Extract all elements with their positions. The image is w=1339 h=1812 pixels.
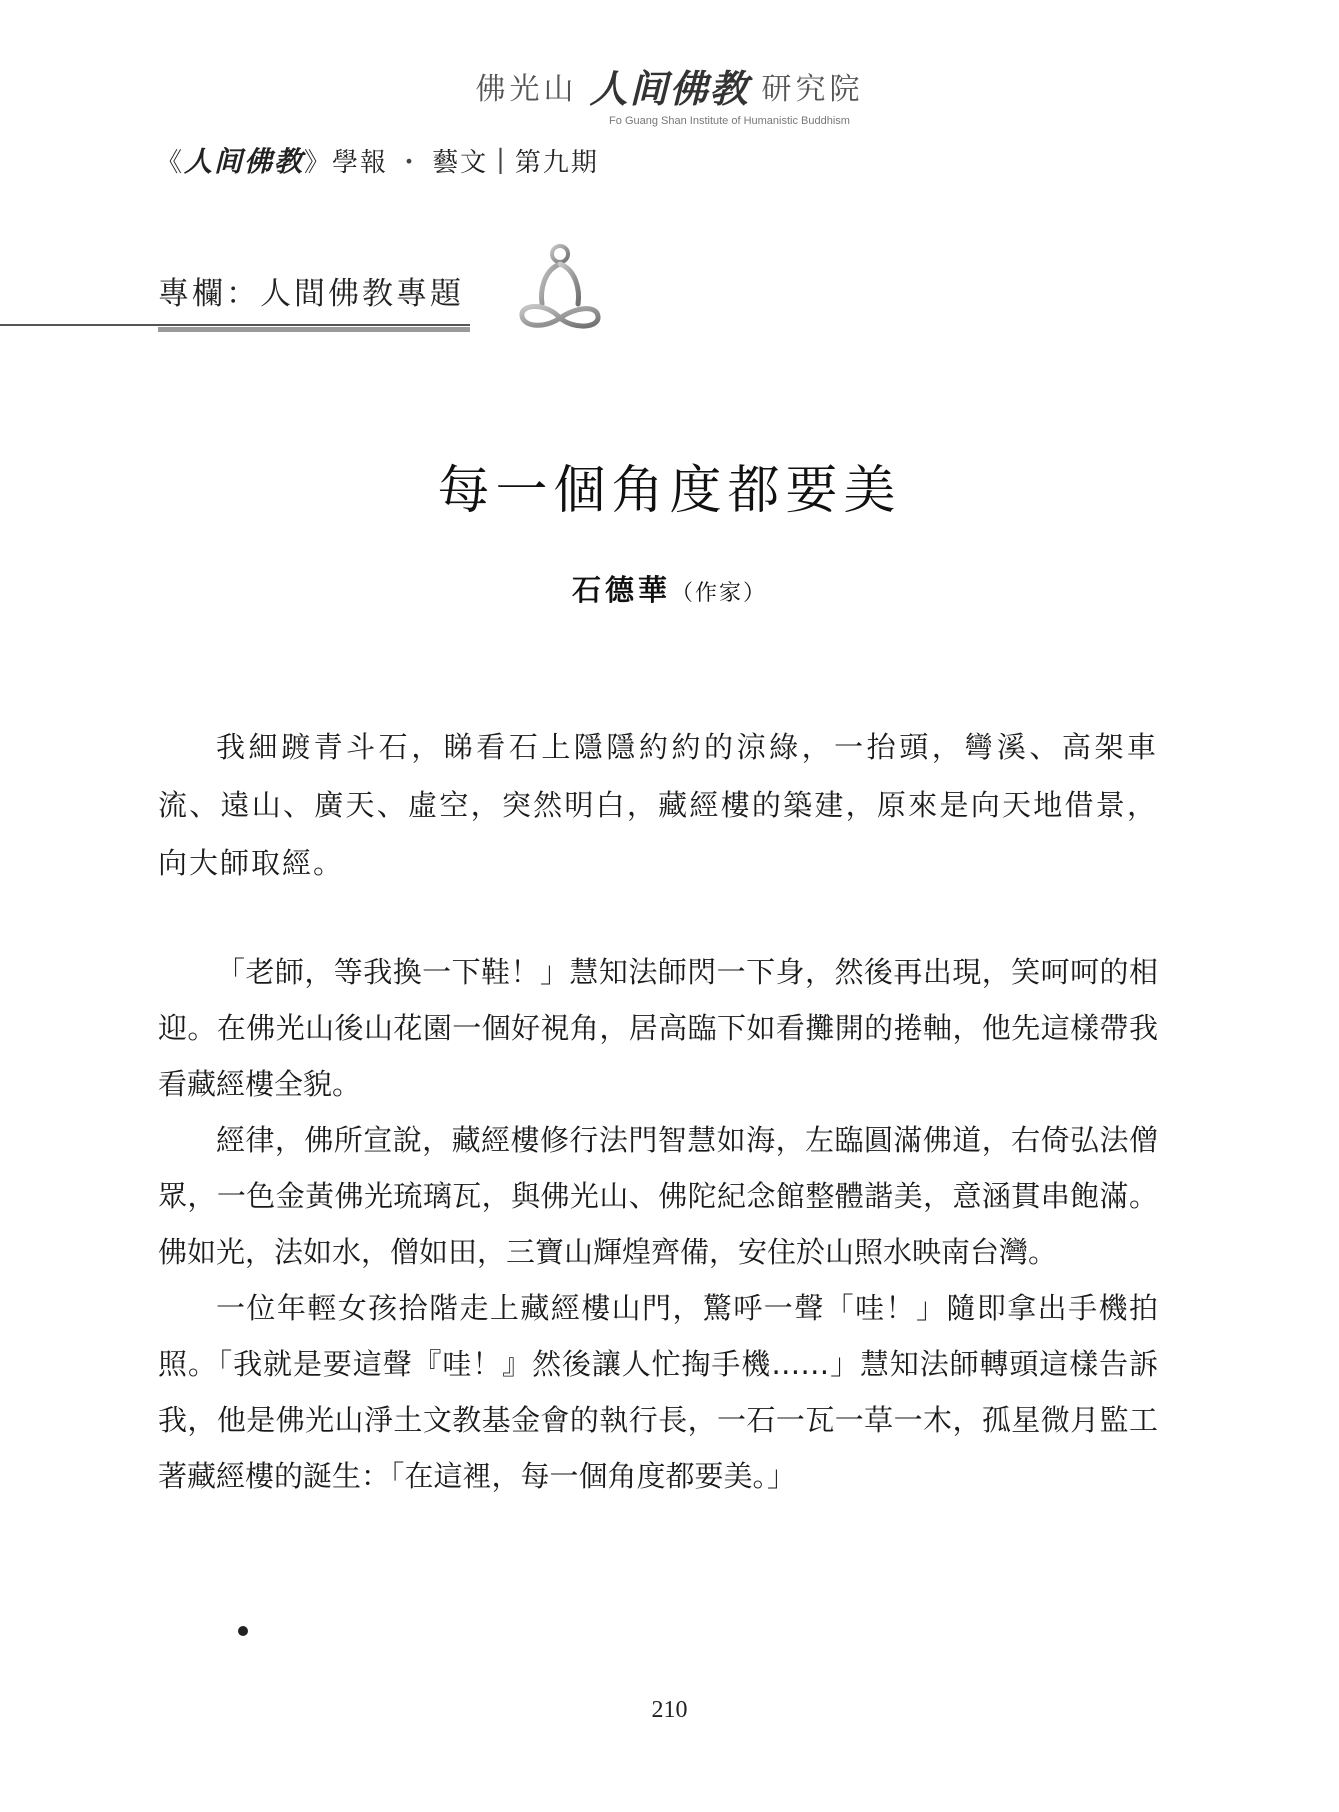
body-text bbox=[158, 944, 1158, 1504]
column-rule-dark bbox=[0, 324, 470, 326]
journal-divider: | bbox=[496, 145, 507, 175]
author-line bbox=[0, 568, 1339, 609]
intro-paragraph: 我細踱青斗石，睇看石上隱隱約約的涼綠，一抬頭，彎溪、高架車流、遠山、廣天、虛空，突然明白，藏經樓的築建，原來是向天地借景，向大師取經。 bbox=[158, 730, 1158, 880]
author-name: 石德華 bbox=[571, 573, 671, 607]
column-rule-grey bbox=[158, 327, 470, 332]
meditation-figure-icon bbox=[510, 240, 610, 340]
body-paragraph-1: 「老師，等我換一下鞋！」慧知法師閃一下身，然後再出現，笑呵呵的相迎。在佛光山後山花園一個好視角，居高臨下如看攤開的捲軸，他先這樣帶我看藏經樓全貌。 bbox=[158, 955, 1158, 1101]
section-bullet bbox=[238, 1626, 248, 1636]
column-label: 專欄：人間佛教專題 bbox=[158, 276, 464, 312]
masthead-line bbox=[475, 58, 863, 113]
journal-name: 》學報 bbox=[304, 147, 389, 178]
masthead-institute-right: 研究院 bbox=[761, 71, 864, 107]
body-paragraph-2: 經律，佛所宣說，藏經樓修行法門智慧如海，左臨圓滿佛道，右倚弘法僧眾，一色金黃佛光琉璃瓦，與佛光山、佛陀紀念館整體諧美，意涵貫串飽滿。佛如光，法如水，僧如田，三寶山輝煌齊備，安住於山照水映南台灣。 bbox=[158, 1123, 1158, 1269]
body-paragraph-3: 一位年輕女孩拾階走上藏經樓山門，驚呼一聲「哇！」隨即拿出手機拍照。「我就是要這聲『哇！』然後讓人忙掏手機……」慧知法師轉頭這樣告訴我，他是佛光山淨土文教基金會的執行長，一石一瓦一草一木，孤星微月監工著藏經樓的誕生：「在這裡，每一個角度都要美。」 bbox=[158, 1291, 1158, 1493]
journal-dot: ・ bbox=[396, 147, 425, 178]
page-number: 210 bbox=[651, 1697, 688, 1723]
masthead-brand-logo: 人间佛教 bbox=[589, 66, 750, 111]
journal-brand-logo: 人间佛教 bbox=[184, 145, 305, 178]
intro-text bbox=[158, 718, 1158, 892]
article-title: 每一個角度都要美 bbox=[437, 461, 902, 521]
masthead bbox=[0, 58, 1339, 127]
journal-open-bracket: 《 bbox=[156, 147, 185, 178]
masthead-institute-english: Fo Guang Shan Institute of Humanistic Buddhism bbox=[609, 115, 850, 127]
journal-issue: 第九期 bbox=[514, 147, 599, 178]
masthead-institute-left: 佛光山 bbox=[475, 71, 578, 107]
journal-section: 藝文 bbox=[432, 147, 489, 178]
journal-header bbox=[156, 140, 599, 180]
author-role: （作家） bbox=[671, 581, 768, 606]
